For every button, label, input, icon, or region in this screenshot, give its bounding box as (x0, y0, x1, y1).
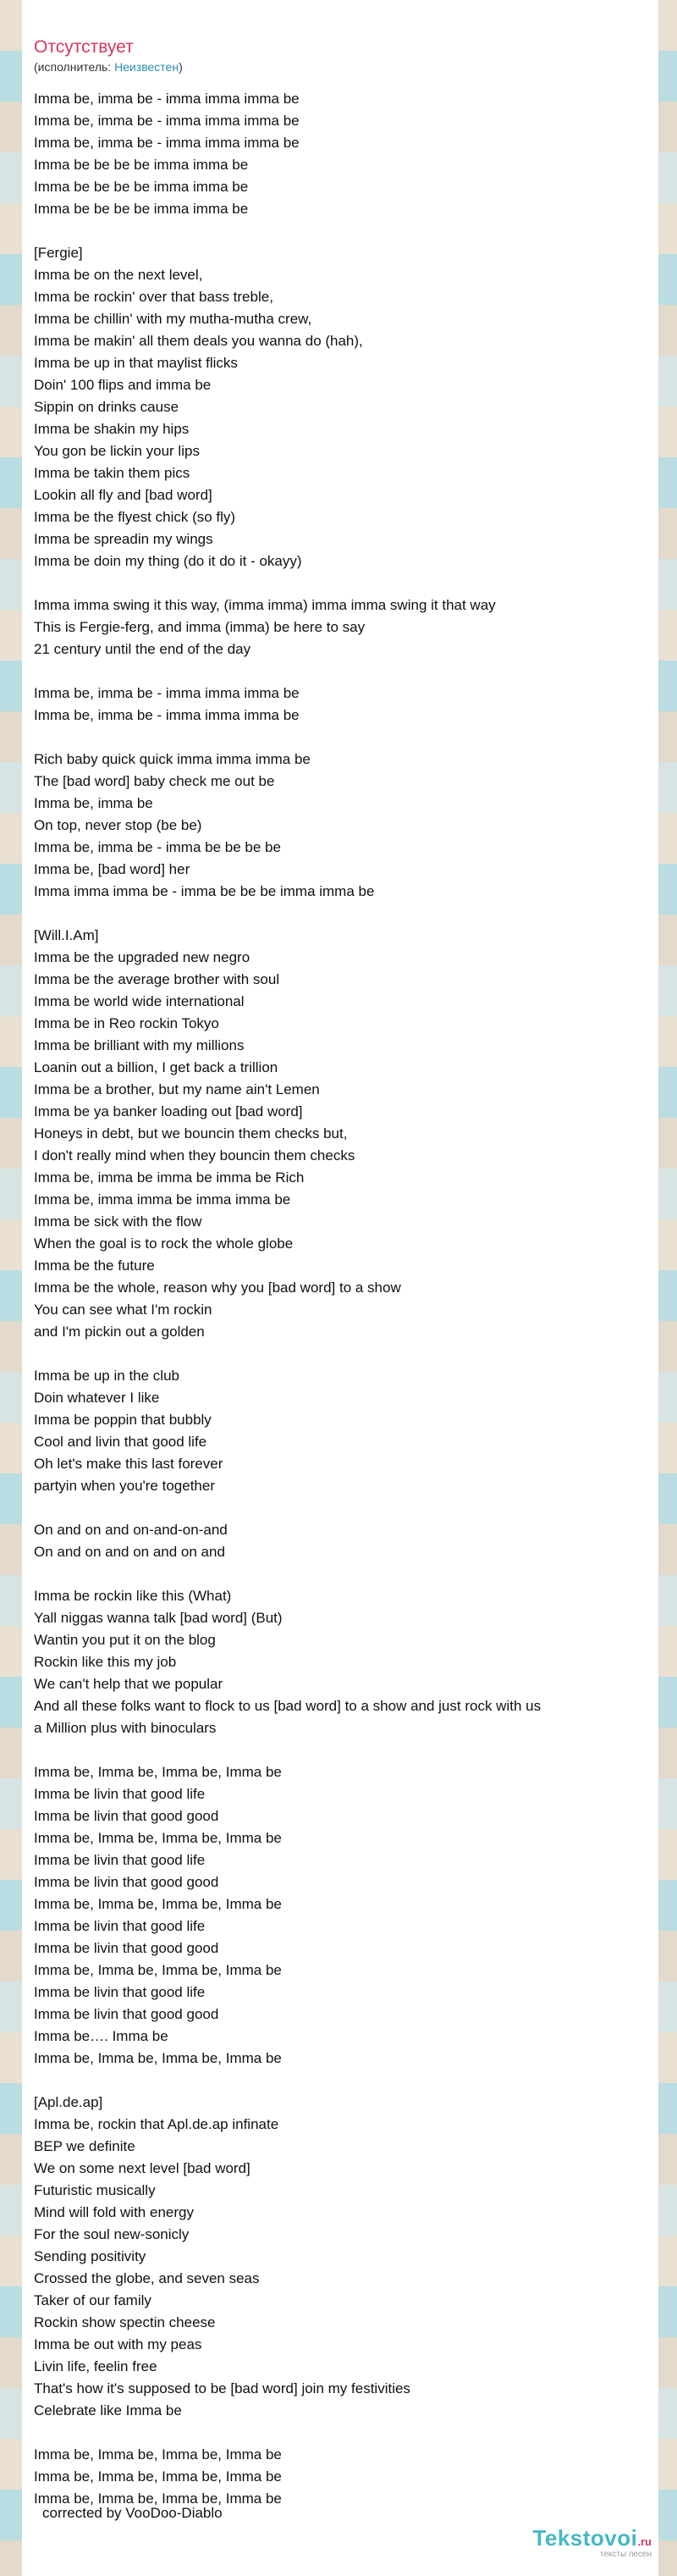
logo-ru-text: .ru (637, 2535, 652, 2548)
song-title: Отсутствует (34, 37, 134, 57)
lyric-line: Loanin out a billion, I get back a trillion (34, 1059, 278, 1075)
lyric-line: Crossed the globe, and seven seas (34, 2270, 260, 2286)
lyric-line: Imma be, Imma be, Imma be, Imma be (34, 1764, 282, 1780)
page-content (22, 0, 658, 2576)
lyric-line: And all these folks want to flock to us [bad word] to a show and just rock with us (34, 1698, 542, 1714)
lyric-line: I don't really mind when they bouncin them checks (34, 1147, 355, 1164)
lyric-line: Imma be chillin' with my mutha-mutha crew, (34, 311, 312, 327)
lyric-line: BEP we definite (34, 2138, 135, 2154)
lyric-line: Yall niggas wanna talk [bad word] (But) (34, 1610, 283, 1626)
lyric-line: Imma be up in the club (34, 1368, 179, 1384)
lyric-line: Imma be sick with the flow (34, 1213, 202, 1230)
lyric-line: You can see what I'm rockin (34, 1302, 212, 1318)
lyric-line: Imma be livin that good life (34, 1984, 206, 2000)
lyric-line: and I'm pickin out a golden (34, 1324, 205, 1340)
lyric-line (34, 1343, 652, 1365)
lyric-line: Imma be livin that good good (34, 1808, 219, 1824)
lyric-line: Imma be on the next level, (34, 267, 203, 283)
lyric-line: Rockin like this my job (34, 1654, 177, 1670)
lyric-line: Imma be the whole, reason why you [bad word] to a show (34, 1280, 401, 1296)
lyric-line: For the soul new-sonicly (34, 2226, 190, 2242)
lyric-line: Imma be, imma be imma be imma be Rich (34, 1169, 305, 1186)
lyric-line: Imma be in Reo rockin Tokyo (34, 1015, 219, 1031)
lyric-line: Imma be the future (34, 1258, 155, 1274)
lyric-line: Imma be, imma be - imma imma imma be (34, 91, 300, 107)
lyric-line: Imma be the flyest chick (so fly) (34, 509, 236, 525)
lyric-line: Rockin show spectin cheese (34, 2314, 216, 2330)
lyric-line (34, 2422, 652, 2444)
lyric-line: Imma be shakin my hips (34, 421, 190, 437)
lyric-line: Imma be livin that good life (34, 1852, 206, 1868)
lyric-line: We on some next level [bad word] (34, 2160, 250, 2176)
lyric-line (34, 903, 652, 925)
lyric-line: Imma be, Imma be, Imma be, Imma be (34, 1896, 282, 1912)
lyric-line: Imma be be be be imma imma be (34, 157, 249, 173)
lyric-line: Imma be livin that good good (34, 2006, 219, 2022)
lyric-line: Imma be makin' all them deals you wanna do (hah), (34, 333, 363, 349)
lyric-line: Imma be poppin that bubbly (34, 1412, 212, 1428)
lyric-line: Imma be out with my peas (34, 2336, 202, 2352)
lyric-line: Lookin all fly and [bad word] (34, 487, 212, 503)
lyric-line: partyin when you're together (34, 1478, 215, 1494)
lyric-line: Imma be be be be imma imma be (34, 201, 249, 217)
lyric-line: Imma be, Imma be, Imma be, Imma be (34, 1830, 282, 1846)
lyric-line: Cool and livin that good life (34, 1434, 207, 1450)
lyric-line: Imma be rockin like this (What) (34, 1588, 232, 1604)
lyric-line: Imma be the average brother with soul (34, 971, 280, 987)
lyric-line (34, 661, 652, 683)
lyric-line (34, 220, 652, 242)
correction-note: corrected by VooDoo-Diablo (42, 2505, 223, 2521)
lyric-line: Livin life, feelin free (34, 2358, 157, 2374)
lyric-line: Imma be, imma be - imma imma imma be (34, 113, 300, 129)
lyric-line: Imma be livin that good life (34, 1786, 206, 1802)
artist-link[interactable]: Неизвестен (114, 60, 179, 74)
lyric-line: Imma be, rockin that Apl.de.ap infinate (34, 2116, 279, 2132)
lyric-line: Imma imma imma be - imma be be be imma imma be (34, 883, 375, 899)
lyric-line: Imma be takin them pics (34, 465, 190, 481)
lyric-line: Imma be, Imma be, Imma be, Imma be (34, 2468, 282, 2485)
lyric-line (34, 727, 652, 749)
lyric-line: This is Fergie-ferg, and imma (imma) be here to say (34, 619, 366, 635)
lyric-line: a Million plus with binoculars (34, 1720, 217, 1736)
lyric-line: [Fergie] (34, 245, 83, 261)
lyric-line: The [bad word] baby check me out be (34, 773, 275, 789)
lyric-line: Imma be, Imma be, Imma be, Imma be (34, 2446, 282, 2463)
lyric-line: Imma be spreadin my wings (34, 531, 213, 547)
artist-suffix: ) (179, 60, 183, 74)
artist-line (34, 59, 183, 75)
lyric-line: On top, never stop (be be) (34, 817, 202, 833)
lyric-line: [Apl.de.ap] (34, 2094, 103, 2110)
lyric-line: Imma be, imma imma be imma imma be (34, 1191, 291, 1208)
lyrics-body (34, 88, 652, 2510)
lyric-line: Imma be up in that maylist flicks (34, 355, 238, 371)
lyric-line (34, 2070, 652, 2092)
site-logo[interactable] (532, 2525, 652, 2559)
logo-main-text: Tekstovoi (532, 2525, 638, 2551)
lyric-line: Taker of our family (34, 2292, 151, 2308)
artist-prefix: (исполнитель: (34, 60, 115, 74)
lyric-line: Imma be brilliant with my millions (34, 1037, 245, 1053)
lyric-line: Imma be, imma be - imma be be be be (34, 839, 281, 855)
lyric-line: Mind will fold with energy (34, 2204, 194, 2220)
lyric-line: 21 century until the end of the day (34, 641, 251, 657)
lyric-line: Imma be, Imma be, Imma be, Imma be (34, 2050, 282, 2066)
lyric-line: Sending positivity (34, 2248, 146, 2264)
logo-subtitle: тексты песен (599, 2550, 652, 2559)
lyric-line: Imma be, [bad word] her (34, 861, 190, 877)
lyric-line: Imma be livin that good life (34, 1918, 206, 1934)
lyric-line: On and on and on-and-on-and (34, 1522, 228, 1538)
lyric-line: Celebrate like Imma be (34, 2402, 182, 2418)
lyric-line: Imma be doin my thing (do it do it - okayy) (34, 553, 302, 569)
lyric-line (34, 1497, 652, 1519)
lyric-line: Imma be rockin' over that bass treble, (34, 289, 273, 305)
lyric-line: That's how it's supposed to be [bad word] join my festivities (34, 2380, 410, 2396)
lyric-line: We can't help that we popular (34, 1676, 223, 1692)
lyric-line: Doin whatever I like (34, 1390, 160, 1406)
lyric-line: Imma be ya banker loading out [bad word] (34, 1103, 303, 1119)
lyric-line: Wantin you put it on the blog (34, 1632, 216, 1648)
lyric-line: [Will.I.Am] (34, 927, 99, 943)
lyric-line: Sippin on drinks cause (34, 399, 179, 415)
lyric-line (34, 1739, 652, 1761)
lyric-line: Imma be, imma be - imma imma imma be (34, 685, 300, 701)
lyric-line: Imma be livin that good good (34, 1940, 219, 1956)
lyric-line: You gon be lickin your lips (34, 443, 200, 459)
lyric-line: Imma be, Imma be, Imma be, Imma be (34, 1962, 282, 1978)
lyric-line: Imma be be be be imma imma be (34, 179, 249, 195)
lyric-line: Rich baby quick quick imma imma imma be (34, 751, 311, 767)
lyric-line: Imma be, imma be - imma imma imma be (34, 135, 300, 151)
lyric-line: Imma be world wide international (34, 993, 245, 1009)
lyric-line: On and on and on and on and (34, 1544, 225, 1560)
lyric-line: Oh let's make this last forever (34, 1456, 223, 1472)
lyric-line (34, 1563, 652, 1585)
lyric-line: When the goal is to rock the whole globe (34, 1235, 294, 1252)
lyric-line: Futuristic musically (34, 2182, 156, 2198)
lyric-line: Doin' 100 flips and imma be (34, 377, 212, 393)
lyric-line: Honeys in debt, but we bouncin them checks but, (34, 1125, 348, 1142)
lyric-line: Imma imma swing it this way, (imma imma) imma imma swing it that way (34, 597, 496, 613)
lyric-line: Imma be, Imma be, Imma be, Imma be (34, 2490, 282, 2507)
lyric-line: Imma be, imma be - imma imma imma be (34, 707, 300, 723)
lyric-line: Imma be a brother, but my name ain't Lemen (34, 1081, 320, 1097)
lyric-line: Imma be livin that good good (34, 1874, 219, 1890)
lyric-line: Imma be, imma be (34, 795, 153, 811)
lyric-line: Imma be the upgraded new negro (34, 949, 250, 965)
lyric-line (34, 572, 652, 594)
lyric-line: Imma be…. Imma be (34, 2028, 168, 2044)
